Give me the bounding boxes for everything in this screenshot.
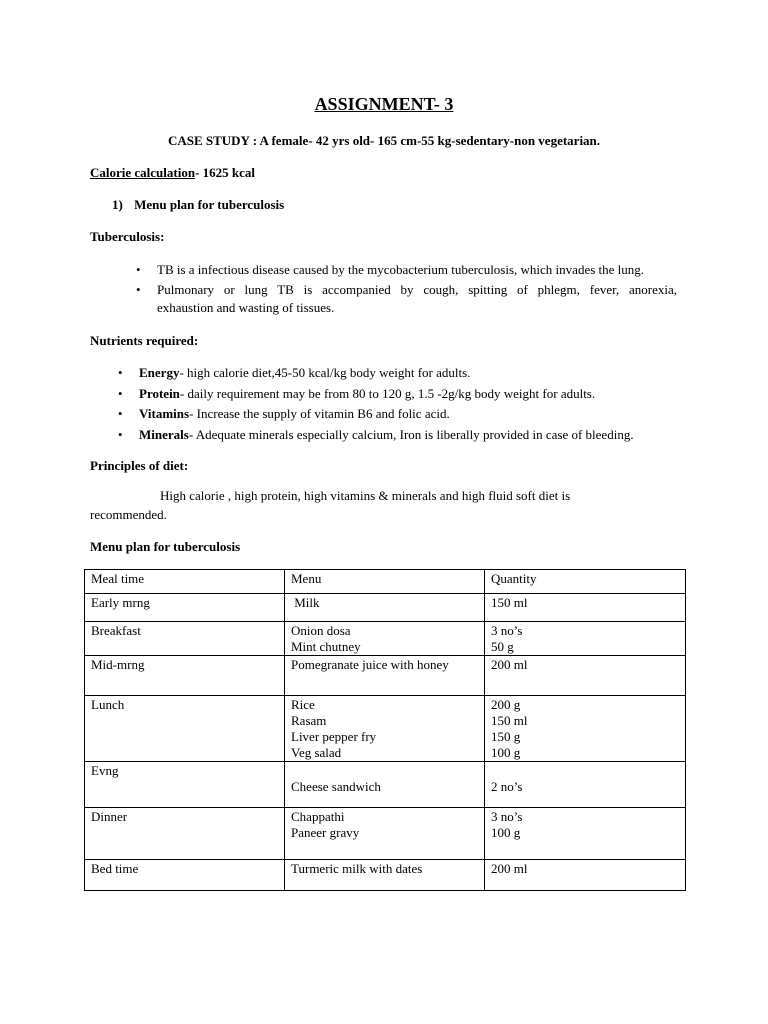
table-header-row [85, 570, 686, 594]
qty-cell: 2 no’s [485, 762, 686, 808]
tb-item [136, 262, 677, 282]
table-row [85, 696, 686, 762]
nutrient-text: - daily requirement may be from 80 to 120 g, 1.5 -2g/kg body weight for adults. [179, 385, 596, 401]
qty-cell: 3 no’s 50 g [485, 622, 686, 656]
tb-heading: Tuberculosis: [90, 229, 165, 244]
menu-cell: Rice Rasam Liver pepper fry Veg salad [285, 696, 485, 762]
calorie-calculation [90, 165, 255, 181]
tb-list [136, 262, 677, 318]
nutrients-list [118, 365, 699, 447]
header-quantity: Quantity [485, 570, 686, 594]
nutrient-item [118, 365, 699, 386]
table-row [85, 808, 686, 860]
nutrient-name: Vitamins [139, 406, 190, 421]
nutrient-item [118, 385, 699, 407]
bullet-icon: • [118, 385, 123, 401]
menu-cell: Onion dosa Mint chutney [285, 622, 485, 656]
meal-cell: Lunch [85, 696, 285, 762]
nutrient-name: Protein [139, 385, 180, 401]
table-row [85, 762, 686, 808]
tb-item-text: TB is a infectious disease caused by the mycobacterium tuberculosis, which invades the lung. [157, 262, 645, 277]
nutrient-text: - Adequate minerals especially calcium, Iron is liberally provided in case of bleeding. [188, 426, 634, 442]
nutrient-name: Minerals [139, 426, 189, 442]
page-title: ASSIGNMENT- 3 [314, 94, 454, 114]
menu-cell: Chappathi Paneer gravy [285, 808, 485, 860]
qty-cell: 200 ml [485, 860, 686, 891]
meal-cell: Early mrng [85, 594, 285, 622]
menu-cell: Milk [285, 594, 485, 622]
menu-cell: Turmeric milk with dates [285, 860, 485, 891]
tb-item-text: Pulmonary or lung TB is accompanied by cough, spitting of phlegm, fever, anorexia, [157, 282, 677, 297]
meal-cell: Bed time [85, 860, 285, 891]
nutrient-item [118, 406, 699, 427]
qty-cell: 200 ml [485, 656, 686, 696]
calorie-label: Calorie calculation [90, 165, 196, 180]
nutrients-heading: Nutrients required: [90, 333, 199, 348]
menu-cell: Cheese sandwich [285, 762, 485, 808]
bullet-icon: • [118, 426, 123, 442]
heading-number: 1) [112, 197, 123, 212]
table-row [85, 594, 686, 622]
table-row [85, 860, 686, 891]
principles-text-line2: recommended. [90, 507, 167, 522]
qty-cell: 200 g 150 ml 150 g 100 g [485, 696, 686, 762]
calorie-value: - 1625 kcal [195, 165, 256, 180]
qty-cell: 150 ml [485, 594, 686, 622]
meal-cell: Breakfast [85, 622, 285, 656]
numbered-heading [112, 197, 284, 213]
header-meal-time: Meal time [85, 570, 285, 594]
bullet-icon: • [136, 282, 141, 297]
bullet-icon: • [118, 365, 123, 380]
table-row [85, 656, 686, 696]
tb-item [136, 282, 677, 300]
tb-item-continued: exhaustion and wasting of tissues. [157, 300, 335, 315]
case-study: CASE STUDY : A female- 42 yrs old- 165 cm-55 kg-sedentary-non vegetarian. [167, 133, 601, 148]
nutrient-name: Energy [139, 365, 180, 380]
menu-cell: Pomegranate juice with honey [285, 656, 485, 696]
nutrient-text: - Increase the supply of vitamin B6 and folic acid. [189, 406, 450, 421]
principles-heading: Principles of diet: [90, 458, 189, 473]
qty-cell: 3 no’s 100 g [485, 808, 686, 860]
meal-cell: Dinner [85, 808, 285, 860]
table-row [85, 622, 686, 656]
heading-text: Menu plan for tuberculosis [134, 197, 285, 212]
meal-cell: Evng [85, 762, 285, 808]
nutrient-text: - high calorie diet,45-50 kcal/kg body weight for adults. [179, 365, 471, 380]
bullet-icon: • [136, 262, 141, 277]
meal-cell: Mid-mrng [85, 656, 285, 696]
menu-table [84, 569, 686, 891]
menu-heading: Menu plan for tuberculosis [90, 539, 241, 554]
nutrient-item [118, 426, 699, 448]
bullet-icon: • [118, 406, 123, 421]
principles-text-line1: High calorie , high protein, high vitamins & minerals and high fluid soft diet is [160, 488, 571, 503]
header-menu: Menu [285, 570, 485, 594]
